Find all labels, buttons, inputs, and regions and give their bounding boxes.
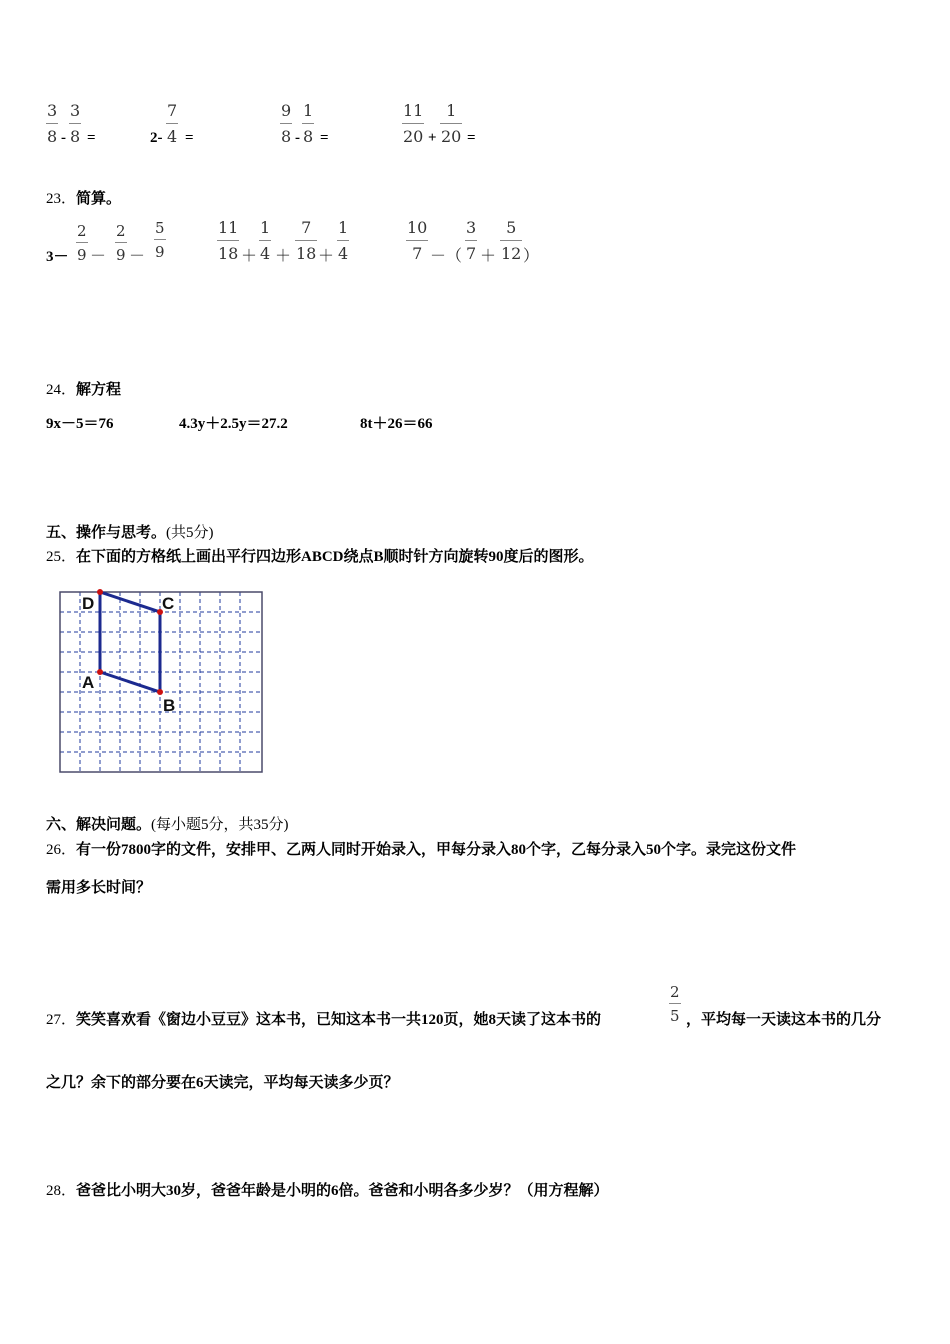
plus-sign: + [428, 130, 437, 146]
close-paren: ） [523, 246, 540, 265]
question-27-line1-part1: 27．笑笑喜欢看《窗边小豆豆》这本书，已知这本书一共120页，她8天读了这本书的 [46, 1012, 602, 1028]
fraction: 3 7 [466, 218, 477, 263]
equation-2: 4.3y＋2.5y＝27.2 [179, 416, 288, 432]
minus-sign: - [295, 130, 300, 146]
grid-figure [55, 585, 270, 780]
fraction: 5 12 [501, 218, 522, 263]
point-b-marker [157, 689, 163, 695]
fraction: 1 4 [338, 218, 349, 263]
fraction-two-fifths: 2 5 [670, 983, 680, 1025]
fraction: 3 8 [70, 101, 81, 146]
section-6-heading: 六、解决问题。(每小题5分，共35分) [46, 817, 289, 833]
label-a: A [82, 673, 95, 692]
plus-sign: ＋ [241, 246, 258, 265]
question-23-heading: 23．简算。 [46, 191, 122, 207]
equation-1: 9x－5＝76 [46, 416, 114, 432]
plus-sign: ＋ [275, 246, 292, 265]
fraction: 2 9 [116, 222, 126, 264]
equals-sign: = [185, 130, 194, 146]
point-a-marker [97, 669, 103, 675]
fraction: 1 20 [441, 101, 462, 146]
plus-sign: ＋ [480, 246, 497, 265]
equation-3: 8t＋26＝66 [360, 416, 433, 432]
label-b: B [163, 696, 176, 715]
equals-sign: = [467, 130, 476, 146]
fraction: 3 8 [47, 101, 58, 146]
question-26-line1: 26．有一份7800字的文件，安排甲、乙两人同时开始录入，甲每分录入80个字，乙每分录入50个字。录完这份文件 [46, 842, 797, 858]
minus-paren: －（ [430, 246, 463, 265]
fraction: 1 4 [260, 218, 271, 263]
section-5-heading: 五、操作与思考。(共5分) [46, 525, 214, 541]
label-d: D [82, 594, 95, 613]
fraction: 5 9 [155, 219, 165, 261]
minus-sign: － [90, 246, 107, 265]
question-27-line1-part2: ，平均每一天读这本书的几分 [686, 1012, 882, 1028]
question-25-text: 25．在下面的方格纸上画出平行四边形ABCD绕点B顺时针方向旋转90度后的图形。 [46, 549, 594, 565]
minus-sign: － [129, 246, 146, 265]
question-27-line2: 之几？余下的部分要在6天读完，平均每天读多少页？ [46, 1075, 399, 1091]
fraction: 7 18 [296, 218, 317, 263]
question-28-text: 28．爸爸比小明大30岁，爸爸年龄是小明的6倍。爸爸和小明各多少岁？（用方程解） [46, 1183, 609, 1199]
question-24-heading: 24．解方程 [46, 382, 122, 398]
fraction: 10 7 [407, 218, 428, 263]
fraction: 7 4 [167, 101, 178, 146]
equals-sign: = [87, 130, 96, 146]
expression-lead: 3－ [46, 249, 69, 265]
label-c: C [162, 594, 175, 613]
parallelogram-abcd [100, 592, 160, 692]
point-d-marker [97, 589, 103, 595]
plus-sign: ＋ [318, 246, 335, 265]
question-26-line2: 需用多长时间？ [46, 880, 152, 896]
fraction: 9 8 [281, 101, 292, 146]
fraction: 2 9 [77, 222, 87, 264]
fraction: 11 20 [403, 101, 424, 146]
expression-lead: 2- [150, 130, 163, 146]
equals-sign: = [320, 130, 329, 146]
fraction: 11 18 [218, 218, 239, 263]
minus-sign: - [61, 130, 66, 146]
fraction: 1 8 [303, 101, 314, 146]
